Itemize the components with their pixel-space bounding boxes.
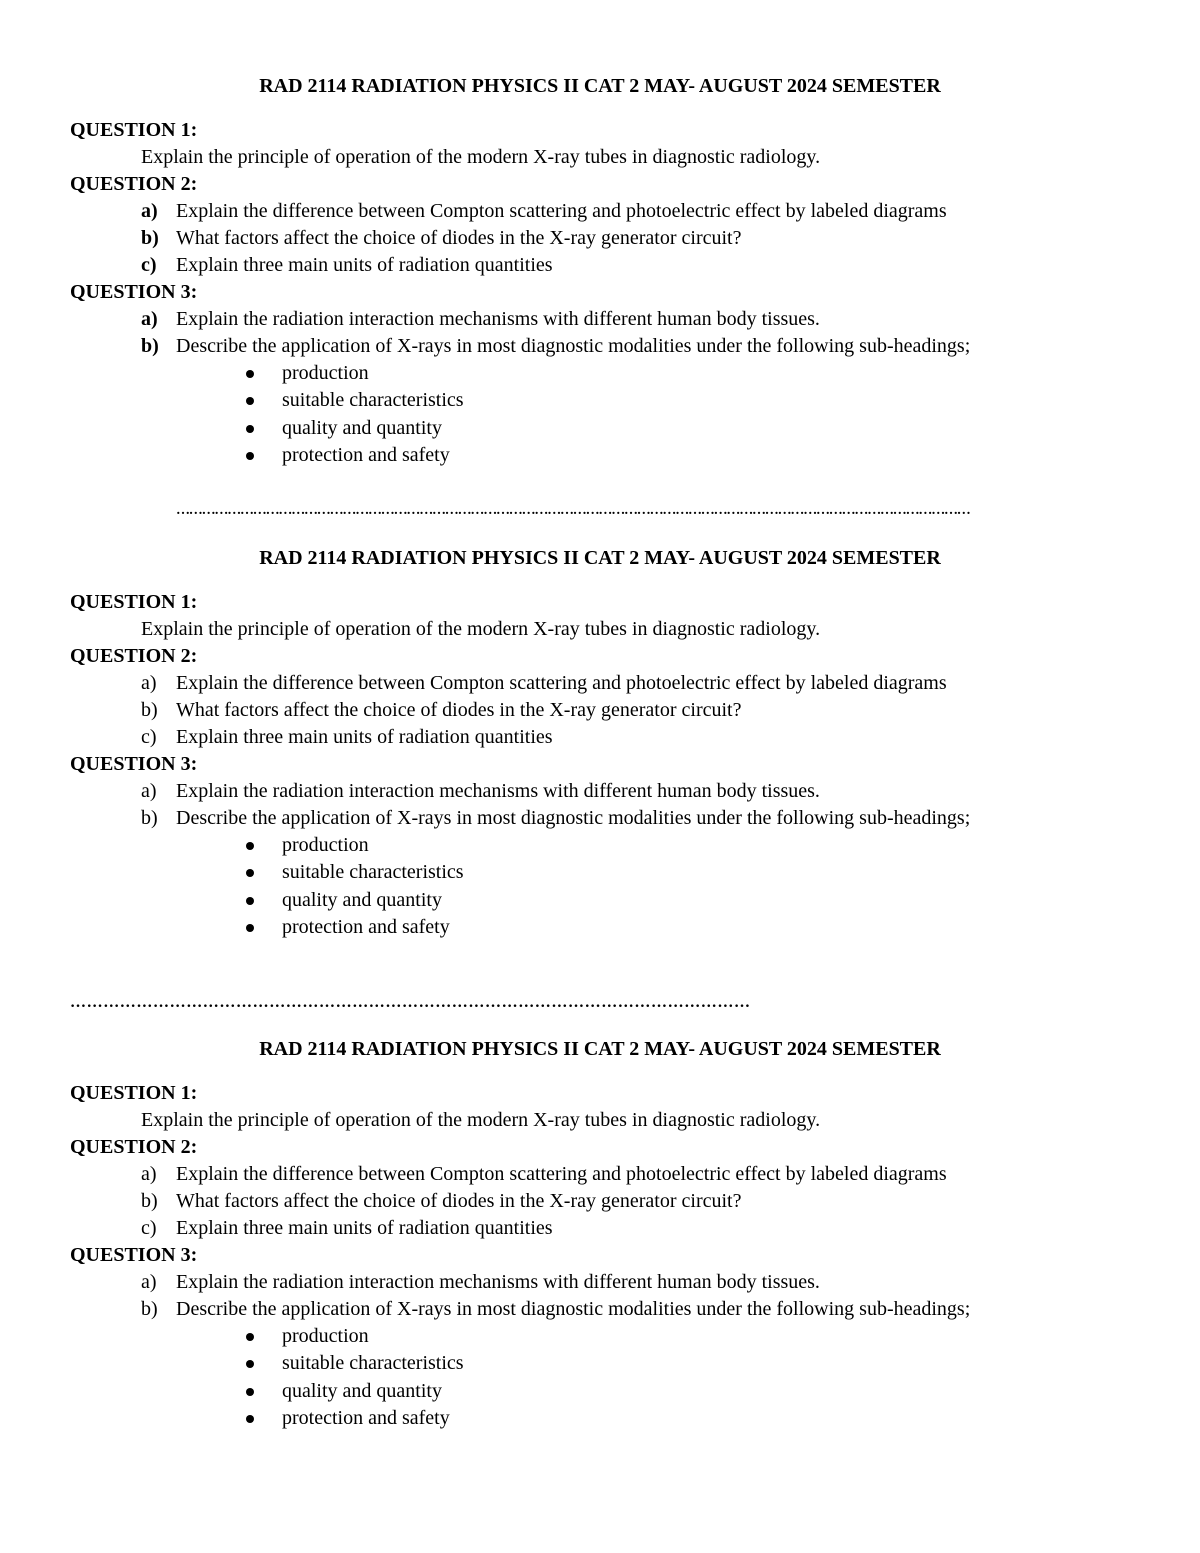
bullet-text: production (282, 1325, 369, 1347)
bullet-text: quality and quantity (282, 888, 442, 911)
item-marker: a) (141, 780, 157, 802)
item-marker: b) (141, 227, 159, 249)
question-2-item-b (0, 225, 1200, 252)
question-3-item-a (0, 1269, 1200, 1296)
item-text: Explain three main units of radiation quantities (176, 254, 553, 276)
bullet-icon (246, 370, 254, 378)
item-marker: a) (141, 1271, 157, 1293)
item-marker: a) (141, 1163, 157, 1185)
bullet-item (0, 914, 1200, 941)
dotted-separator: …………………………………………………………………………………………………………… (70, 995, 751, 1011)
bullet-icon (246, 1415, 254, 1423)
item-text: Describe the application of X-rays in most diagnostic modalities under the following sub-headings; (176, 807, 971, 829)
exam-title: RAD 2114 RADIATION PHYSICS II CAT 2 MAY- AUGUST 2024 SEMESTER (259, 75, 941, 97)
exam-block-1 (0, 72, 1200, 469)
question-3-heading: QUESTION 3: (70, 753, 198, 775)
exam-title: RAD 2114 RADIATION PHYSICS II CAT 2 MAY- AUGUST 2024 SEMESTER (259, 1038, 941, 1060)
question-2-item-b (0, 697, 1200, 724)
item-marker: a) (141, 308, 158, 330)
bullet-text: suitable characteristics (282, 861, 464, 884)
bullet-icon (246, 1360, 254, 1368)
item-text: Explain three main units of radiation quantities (176, 1217, 553, 1239)
item-marker: a) (141, 672, 157, 694)
question-3-heading: QUESTION 3: (70, 1244, 198, 1266)
bullet-text: protection and safety (282, 443, 450, 466)
question-2-heading: QUESTION 2: (70, 1136, 198, 1158)
question-3-item-b (0, 333, 1200, 360)
bullet-item (0, 832, 1200, 859)
question-3-item-b (0, 805, 1200, 832)
bullet-icon (246, 1333, 254, 1341)
bullet-item (0, 1405, 1200, 1432)
bullet-icon (246, 897, 254, 905)
bullet-text: production (282, 362, 369, 384)
bullet-item (0, 1350, 1200, 1377)
question-2-item-c (0, 724, 1200, 751)
bullet-text: quality and quantity (282, 1379, 442, 1402)
question-2-item-b (0, 1188, 1200, 1215)
bullet-item (0, 360, 1200, 387)
question-2-item-a (0, 1161, 1200, 1188)
question-3-item-b (0, 1296, 1200, 1323)
question-1-heading: QUESTION 1: (70, 1082, 198, 1104)
bullet-icon (246, 1388, 254, 1396)
dotted-separator: …………………………………………………………………………………………………………………………………………………………………… (176, 503, 970, 518)
question-2-item-c (0, 1215, 1200, 1242)
bullet-icon (246, 452, 254, 460)
item-text: Describe the application of X-rays in most diagnostic modalities under the following sub-headings; (176, 1298, 971, 1320)
question-1-text: Explain the principle of operation of the modern X-ray tubes in diagnostic radiology. (141, 146, 821, 168)
exam-title: RAD 2114 RADIATION PHYSICS II CAT 2 MAY- AUGUST 2024 SEMESTER (259, 547, 941, 569)
question-3-item-a (0, 306, 1200, 333)
item-marker: c) (141, 726, 157, 748)
bullet-item (0, 859, 1200, 886)
item-marker: b) (141, 699, 158, 721)
question-1-text: Explain the principle of operation of the modern X-ray tubes in diagnostic radiology. (141, 618, 821, 640)
item-text: What factors affect the choice of diodes in the X-ray generator circuit? (176, 227, 742, 249)
item-marker: a) (141, 200, 158, 222)
item-text: Explain the radiation interaction mechanisms with different human body tissues. (176, 780, 820, 802)
bullet-text: suitable characteristics (282, 389, 464, 412)
question-1-heading: QUESTION 1: (70, 119, 198, 141)
bullet-text: production (282, 834, 369, 856)
item-marker: b) (141, 335, 159, 357)
bullet-text: suitable characteristics (282, 1352, 464, 1375)
item-marker: b) (141, 1190, 158, 1212)
bullet-item (0, 887, 1200, 914)
question-1-text: Explain the principle of operation of the modern X-ray tubes in diagnostic radiology. (141, 1109, 821, 1131)
item-text: Explain the radiation interaction mechanisms with different human body tissues. (176, 308, 820, 330)
question-2-heading: QUESTION 2: (70, 173, 198, 195)
bullet-text: quality and quantity (282, 416, 442, 439)
exam-block-2 (0, 544, 1200, 941)
bullet-icon (246, 842, 254, 850)
item-marker: c) (141, 1217, 157, 1239)
item-marker: c) (141, 254, 157, 276)
question-2-heading: QUESTION 2: (70, 645, 198, 667)
bullet-item (0, 1378, 1200, 1405)
item-text: Explain the radiation interaction mechanisms with different human body tissues. (176, 1271, 820, 1293)
question-3-item-a (0, 778, 1200, 805)
item-text: Describe the application of X-rays in most diagnostic modalities under the following sub-headings; (176, 335, 971, 357)
bullet-item (0, 1323, 1200, 1350)
bullet-icon (246, 425, 254, 433)
bullet-icon (246, 397, 254, 405)
exam-block-3 (0, 1035, 1200, 1432)
bullet-item (0, 387, 1200, 414)
bullet-item (0, 415, 1200, 442)
item-text: Explain the difference between Compton scattering and photoelectric effect by labeled diagrams (176, 200, 947, 222)
item-text: What factors affect the choice of diodes in the X-ray generator circuit? (176, 699, 742, 721)
item-text: Explain the difference between Compton scattering and photoelectric effect by labeled diagrams (176, 1163, 947, 1185)
bullet-text: protection and safety (282, 1406, 450, 1429)
question-3-heading: QUESTION 3: (70, 281, 198, 303)
item-text: Explain three main units of radiation quantities (176, 726, 553, 748)
item-marker: b) (141, 807, 158, 829)
bullet-text: protection and safety (282, 915, 450, 938)
question-2-item-c (0, 252, 1200, 279)
question-1-heading: QUESTION 1: (70, 591, 198, 613)
bullet-item (0, 442, 1200, 469)
bullet-icon (246, 869, 254, 877)
question-2-item-a (0, 198, 1200, 225)
question-2-item-a (0, 670, 1200, 697)
item-text: Explain the difference between Compton scattering and photoelectric effect by labeled diagrams (176, 672, 947, 694)
item-marker: b) (141, 1298, 158, 1320)
item-text: What factors affect the choice of diodes in the X-ray generator circuit? (176, 1190, 742, 1212)
bullet-icon (246, 924, 254, 932)
